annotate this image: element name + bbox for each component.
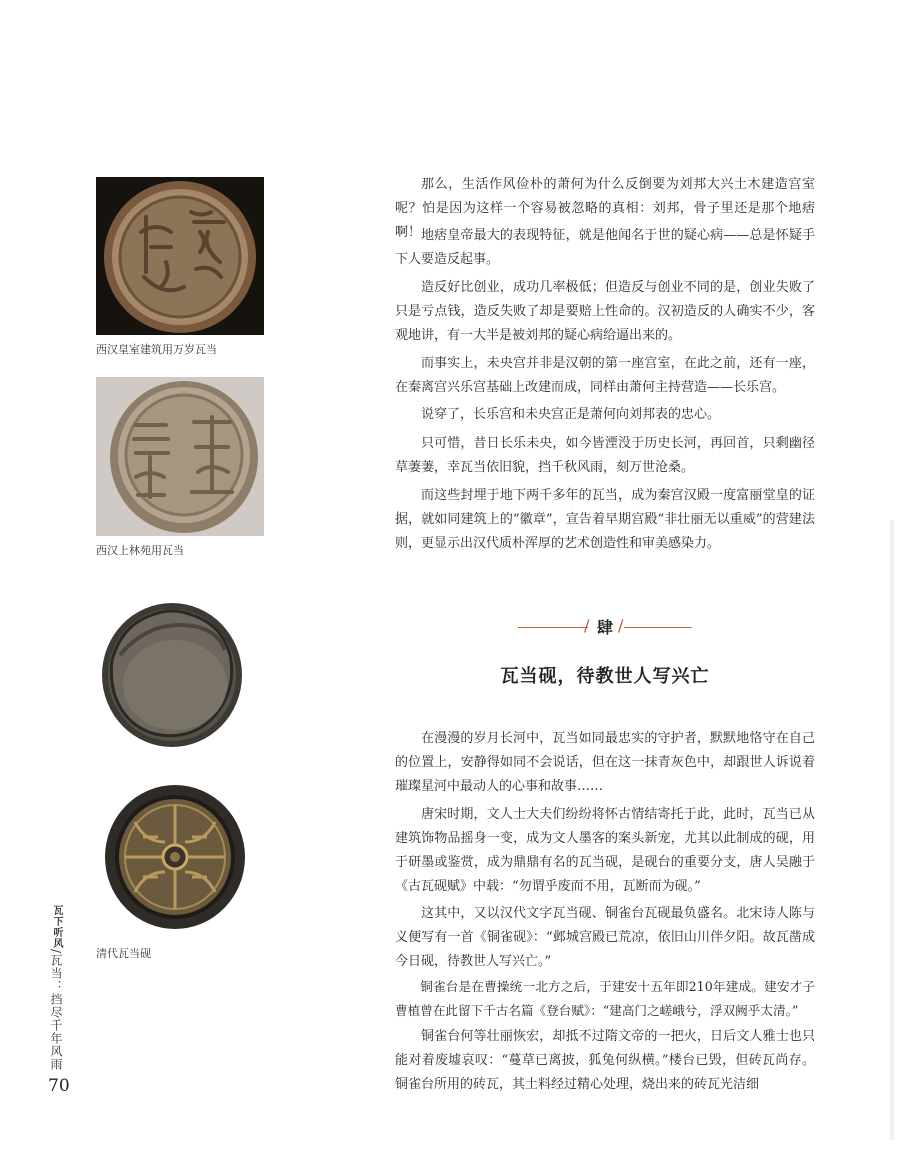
paragraph: 而事实上，未央宫并非是汉朝的第一座宫室，在此之前，还有一座，在秦离宫兴乐宫基础上改建而成，同样由萧何主持营造——长乐宫。 (395, 356, 815, 395)
section-ornament: / 肆 / (510, 613, 700, 643)
inkstone-pattern-photo (103, 782, 248, 932)
paragraph: 铜雀台是在曹操统一北方之后，于建安十五年即210年建成。建安才子曹植曾在此留下千古名篇《登台赋》：“建高门之嵯峨兮，浮双阙乎太清。” (395, 979, 815, 1018)
running-head-prefix: 瓦下听风 (51, 905, 62, 949)
paragraph: 这其中，又以汉代文字瓦当砚、铜雀台瓦砚最负盛名。北宋诗人陈与义便写有一首《铜雀砚》：“邺城宫殿已荒凉，依旧山川伴夕阳。故瓦凿成今日砚，待教世人写兴亡。” (395, 906, 815, 969)
section-number: 肆 (596, 618, 613, 637)
shanglin-wadang-photo (96, 377, 264, 536)
paragraph: 那么，生活作风俭朴的萧何为什么反倒要为刘邦大兴土木建造宫室呢？怕是因为这样一个容易被忽略的真相：刘邦，骨子里还是那个地痞啊！ (395, 177, 815, 240)
paragraph: 说穿了，长乐宫和未央宫正是萧何向刘邦表的忠心。 (421, 407, 721, 422)
section-title: 瓦当砚，待教世人写兴亡 (500, 666, 710, 687)
paragraph: 只可惜，昔日长乐未央，如今皆湮没于历史长河，再回首，只剩幽径草萋萋，幸瓦当依旧貌，挡千秋风雨，刻万世沧桑。 (395, 436, 815, 475)
paragraph: 铜雀台何等壮丽恢宏，却抵不过隋文帝的一把火，日后文人雅士也只能对着废墟哀叹：“蔓草已离披，狐兔何纵横。”楼台已毁，但砖瓦尚存。铜雀台所用的砖瓦，其土料经过精心处理，烧出来的砖瓦光洁细 (395, 1029, 815, 1092)
page-edge (890, 520, 894, 1140)
inkstone-plain-photo (100, 600, 245, 750)
figure-caption-1: 西汉皇室建筑用万岁瓦当 (96, 343, 217, 356)
running-head-title: 瓦当：挡尽千年风雨 (49, 954, 63, 1072)
paragraph: 造反好比创业，成功几率极低；但造反与创业不同的是，创业失败了只是亏点钱，造反失败了却是要赔上性命的。汉初造反的人确实不少，客观地讲，有一大半是被刘邦的疑心病给逼出来的。 (395, 280, 815, 343)
paragraph: 在漫漫的岁月长河中，瓦当如同最忠实的守护者，默默地恪守在自己的位置上，安静得如同不会说话，但在这一抹青灰色中，却跟世人诉说着璀璨星河中最动人的心事和故事…… (395, 731, 815, 794)
paragraph: 唐宋时期，文人士大夫们纷纷将怀古情结寄托于此，此时，瓦当已从建筑饰物品摇身一变，成为文人墨客的案头新宠，尤其以此制成的砚，用于研墨或鉴赏，成为鼎鼎有名的瓦当砚，是砚台的重要分支，唐人吴融于《古瓦砚赋》中载：“勿谓乎废而不用，瓦断而为砚。” (395, 807, 815, 894)
figure-caption-2: 西汉上林苑用瓦当 (96, 544, 184, 557)
running-head (49, 905, 65, 1071)
wansui-wadang-photo (96, 177, 264, 335)
paragraph: 地痞皇帝最大的表现特征，就是他闻名于世的疑心病——总是怀疑手下人要造反起事。 (395, 228, 815, 267)
page-number: 70 (48, 1076, 70, 1096)
figure-caption-3: 清代瓦当砚 (96, 947, 151, 960)
running-head-divider: / (49, 949, 63, 955)
paragraph: 而这些封埋于地下两千多年的瓦当，成为秦宫汉殿一度富丽堂皇的证据，就如同建筑上的“徽章”，宣告着早期宫殿“非壮丽无以重威”的营建法则，更显示出汉代质朴浑厚的艺术创造性和审美感染力。 (395, 488, 815, 551)
